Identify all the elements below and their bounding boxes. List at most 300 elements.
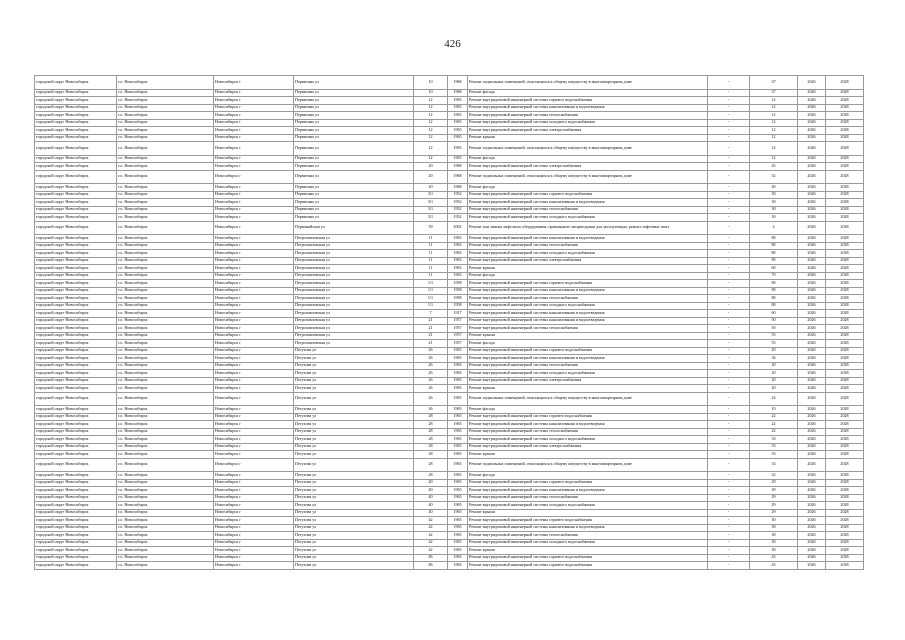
quantity-cell: 12 bbox=[750, 134, 798, 142]
end-year-cell: 2028 bbox=[826, 76, 864, 90]
table-row bbox=[35, 539, 864, 547]
city-cell: Новосибирск г bbox=[214, 155, 294, 163]
city-cell: Новосибирск г bbox=[214, 257, 294, 265]
start-year-cell: 2026 bbox=[798, 547, 826, 555]
district-cell: городской округ Новосибирск bbox=[35, 127, 117, 135]
build-year-cell: 1965 bbox=[448, 355, 468, 363]
placeholder-cell: - bbox=[708, 406, 750, 414]
municipality-cell: г.о. Новосибирск bbox=[117, 406, 214, 414]
work-type-cell: Ремонт внутридомовой инженерной системы канализования и водоотведения bbox=[468, 310, 708, 318]
city-cell: Новосибирск г bbox=[214, 385, 294, 393]
build-year-cell: 1965 bbox=[448, 385, 468, 393]
table-row bbox=[35, 377, 864, 385]
start-year-cell: 2026 bbox=[798, 295, 826, 303]
municipality-cell: г.о. Новосибирск bbox=[117, 392, 214, 406]
work-type-cell: Ремонт подвальных помещений, относящихся к общему имуществу в многоквартирном доме bbox=[468, 458, 708, 472]
build-year-cell: 1965 bbox=[448, 421, 468, 429]
end-year-cell: 2028 bbox=[826, 332, 864, 340]
placeholder-cell: - bbox=[708, 155, 750, 163]
end-year-cell: 2028 bbox=[826, 142, 864, 156]
placeholder-cell: - bbox=[708, 184, 750, 192]
district-cell: городской округ Новосибирск bbox=[35, 451, 117, 459]
house-number-cell: 12 bbox=[414, 155, 448, 163]
start-year-cell: 2026 bbox=[798, 413, 826, 421]
start-year-cell: 2026 bbox=[798, 385, 826, 393]
build-year-cell: 1965 bbox=[448, 406, 468, 414]
city-cell: Новосибирск г bbox=[214, 487, 294, 495]
municipality-cell: г.о. Новосибирск bbox=[117, 451, 214, 459]
street-cell: Первитина ул bbox=[294, 76, 414, 90]
quantity-cell: 22 bbox=[750, 413, 798, 421]
build-year-cell: 1965 bbox=[448, 119, 468, 127]
build-year-cell: 1963 bbox=[448, 257, 468, 265]
table-row bbox=[35, 89, 864, 97]
municipality-cell: г.о. Новосибирск bbox=[117, 89, 214, 97]
municipality-cell: г.о. Новосибирск bbox=[117, 532, 214, 540]
street-cell: Петухова ул bbox=[294, 494, 414, 502]
table-row bbox=[35, 265, 864, 273]
street-cell: Первомайская ул bbox=[294, 221, 414, 235]
end-year-cell: 2028 bbox=[826, 547, 864, 555]
quantity-cell: 12 bbox=[750, 155, 798, 163]
end-year-cell: 2028 bbox=[826, 443, 864, 451]
district-cell: городской округ Новосибирск bbox=[35, 214, 117, 222]
end-year-cell: 2028 bbox=[826, 272, 864, 280]
district-cell: городской округ Новосибирск bbox=[35, 235, 117, 243]
quantity-cell: 30 bbox=[750, 539, 798, 547]
work-type-cell: Ремонт подвальных помещений, относящихся к общему имуществу в многоквартирном доме bbox=[468, 392, 708, 406]
quantity-cell: 60 bbox=[750, 265, 798, 273]
end-year-cell: 2028 bbox=[826, 317, 864, 325]
start-year-cell: 2026 bbox=[798, 494, 826, 502]
municipality-cell: г.о. Новосибирск bbox=[117, 509, 214, 517]
municipality-cell: г.о. Новосибирск bbox=[117, 170, 214, 184]
city-cell: Новосибирск г bbox=[214, 472, 294, 480]
street-cell: Первитина ул bbox=[294, 199, 414, 207]
build-year-cell: 1957 bbox=[448, 325, 468, 333]
placeholder-cell: - bbox=[708, 436, 750, 444]
quantity-cell: 30 bbox=[750, 206, 798, 214]
placeholder-cell: - bbox=[708, 310, 750, 318]
table-row bbox=[35, 532, 864, 540]
placeholder-cell: - bbox=[708, 362, 750, 370]
municipality-cell: г.о. Новосибирск bbox=[117, 472, 214, 480]
build-year-cell: 1968 bbox=[448, 76, 468, 90]
municipality-cell: г.о. Новосибирск bbox=[117, 421, 214, 429]
municipality-cell: г.о. Новосибирск bbox=[117, 325, 214, 333]
placeholder-cell: - bbox=[708, 355, 750, 363]
table-row bbox=[35, 287, 864, 295]
work-type-cell: Ремонт фасада bbox=[468, 89, 708, 97]
placeholder-cell: - bbox=[708, 221, 750, 235]
house-number-cell: 28 bbox=[414, 443, 448, 451]
build-year-cell: 1963 bbox=[448, 250, 468, 258]
street-cell: Первитина ул bbox=[294, 142, 414, 156]
district-cell: городской округ Новосибирск bbox=[35, 134, 117, 142]
end-year-cell: 2028 bbox=[826, 295, 864, 303]
municipality-cell: г.о. Новосибирск bbox=[117, 539, 214, 547]
table-row bbox=[35, 392, 864, 406]
municipality-cell: г.о. Новосибирск bbox=[117, 428, 214, 436]
street-cell: Петухова ул bbox=[294, 362, 414, 370]
street-cell: Петухова ул bbox=[294, 562, 414, 570]
table-row bbox=[35, 170, 864, 184]
placeholder-cell: - bbox=[708, 340, 750, 348]
placeholder-cell: - bbox=[708, 509, 750, 517]
end-year-cell: 2028 bbox=[826, 436, 864, 444]
city-cell: Новосибирск г bbox=[214, 76, 294, 90]
build-year-cell: 1958 bbox=[448, 295, 468, 303]
city-cell: Новосибирск г bbox=[214, 310, 294, 318]
end-year-cell: 2028 bbox=[826, 413, 864, 421]
city-cell: Новосибирск г bbox=[214, 325, 294, 333]
start-year-cell: 2026 bbox=[798, 97, 826, 105]
table-row bbox=[35, 142, 864, 156]
district-cell: городской округ Новосибирск bbox=[35, 112, 117, 120]
quantity-cell: 80 bbox=[750, 287, 798, 295]
district-cell: городской округ Новосибирск bbox=[35, 155, 117, 163]
work-type-cell: Ремонт внутридомовой инженерной системы теплоснабжения bbox=[468, 295, 708, 303]
build-year-cell: 1965 bbox=[448, 562, 468, 570]
placeholder-cell: - bbox=[708, 134, 750, 142]
end-year-cell: 2028 bbox=[826, 509, 864, 517]
quantity-cell: 43 bbox=[750, 562, 798, 570]
municipality-cell: г.о. Новосибирск bbox=[117, 184, 214, 192]
end-year-cell: 2028 bbox=[826, 472, 864, 480]
work-type-cell: Ремонт внутридомовой инженерной системы теплоснабжения bbox=[468, 362, 708, 370]
municipality-cell: г.о. Новосибирск bbox=[117, 97, 214, 105]
work-type-cell: Ремонт фасада bbox=[468, 340, 708, 348]
street-cell: Петухова ул bbox=[294, 539, 414, 547]
house-number-cell: 1/1 bbox=[414, 302, 448, 310]
start-year-cell: 2026 bbox=[798, 287, 826, 295]
house-number-cell: 28 bbox=[414, 436, 448, 444]
quantity-cell: 55 bbox=[750, 332, 798, 340]
municipality-cell: г.о. Новосибирск bbox=[117, 280, 214, 288]
build-year-cell: 1965 bbox=[448, 428, 468, 436]
municipality-cell: г.о. Новосибирск bbox=[117, 494, 214, 502]
work-type-cell: Ремонт внутридомовой инженерной системы теплоснабжения bbox=[468, 532, 708, 540]
municipality-cell: г.о. Новосибирск bbox=[117, 317, 214, 325]
end-year-cell: 2028 bbox=[826, 170, 864, 184]
district-cell: городской округ Новосибирск bbox=[35, 287, 117, 295]
table-row bbox=[35, 562, 864, 570]
end-year-cell: 2028 bbox=[826, 554, 864, 562]
district-cell: городской округ Новосибирск bbox=[35, 524, 117, 532]
house-number-cell: 21 bbox=[414, 340, 448, 348]
table-row bbox=[35, 206, 864, 214]
house-number-cell: 12 bbox=[414, 142, 448, 156]
start-year-cell: 2026 bbox=[798, 458, 826, 472]
district-cell: городской округ Новосибирск bbox=[35, 509, 117, 517]
city-cell: Новосибирск г bbox=[214, 112, 294, 120]
placeholder-cell: - bbox=[708, 347, 750, 355]
page-number: 426 bbox=[444, 38, 461, 50]
end-year-cell: 2028 bbox=[826, 235, 864, 243]
district-cell: городской округ Новосибирск bbox=[35, 377, 117, 385]
house-number-cell: 28 bbox=[414, 451, 448, 459]
end-year-cell: 2028 bbox=[826, 377, 864, 385]
work-type-cell: Ремонт внутридомовой инженерной системы горячего водоснабжения bbox=[468, 97, 708, 105]
build-year-cell: 1958 bbox=[448, 280, 468, 288]
placeholder-cell: - bbox=[708, 119, 750, 127]
work-type-cell: Ремонт фасада bbox=[468, 406, 708, 414]
quantity-cell: 37 bbox=[750, 76, 798, 90]
street-cell: Первитина ул bbox=[294, 119, 414, 127]
quantity-cell: 2 bbox=[750, 221, 798, 235]
build-year-cell: 1965 bbox=[448, 413, 468, 421]
end-year-cell: 2028 bbox=[826, 524, 864, 532]
municipality-cell: г.о. Новосибирск bbox=[117, 562, 214, 570]
start-year-cell: 2026 bbox=[798, 76, 826, 90]
quantity-cell: 55 bbox=[750, 340, 798, 348]
district-cell: городской округ Новосибирск bbox=[35, 532, 117, 540]
end-year-cell: 2028 bbox=[826, 325, 864, 333]
build-year-cell: 1968 bbox=[448, 163, 468, 171]
table-row bbox=[35, 362, 864, 370]
build-year-cell: 1965 bbox=[448, 392, 468, 406]
start-year-cell: 2026 bbox=[798, 517, 826, 525]
table-row bbox=[35, 235, 864, 243]
district-cell: городской округ Новосибирск bbox=[35, 355, 117, 363]
start-year-cell: 2026 bbox=[798, 163, 826, 171]
district-cell: городской округ Новосибирск bbox=[35, 472, 117, 480]
build-year-cell: 1965 bbox=[448, 436, 468, 444]
municipality-cell: г.о. Новосибирск bbox=[117, 76, 214, 90]
quantity-cell: 20 bbox=[750, 370, 798, 378]
work-type-cell: Ремонт внутридомовой инженерной системы горячего водоснабжения bbox=[468, 280, 708, 288]
street-cell: Первитина ул bbox=[294, 170, 414, 184]
house-number-cell: 28 bbox=[414, 421, 448, 429]
quantity-cell: 30 bbox=[750, 532, 798, 540]
house-number-cell: 20 bbox=[414, 163, 448, 171]
build-year-cell: 1952 bbox=[448, 214, 468, 222]
district-cell: городской округ Новосибирск bbox=[35, 332, 117, 340]
district-cell: городской округ Новосибирск bbox=[35, 340, 117, 348]
district-cell: городской округ Новосибирск bbox=[35, 443, 117, 451]
municipality-cell: г.о. Новосибирск bbox=[117, 134, 214, 142]
start-year-cell: 2026 bbox=[798, 302, 826, 310]
municipality-cell: г.о. Новосибирск bbox=[117, 250, 214, 258]
street-cell: Первитина ул bbox=[294, 184, 414, 192]
house-number-cell: 12 bbox=[414, 104, 448, 112]
end-year-cell: 2028 bbox=[826, 494, 864, 502]
city-cell: Новосибирск г bbox=[214, 214, 294, 222]
table-row bbox=[35, 472, 864, 480]
end-year-cell: 2028 bbox=[826, 539, 864, 547]
placeholder-cell: - bbox=[708, 554, 750, 562]
build-year-cell: 2002 bbox=[448, 221, 468, 235]
work-type-cell: Ремонт внутридомовой инженерной системы теплоснабжения bbox=[468, 112, 708, 120]
municipality-cell: г.о. Новосибирск bbox=[117, 332, 214, 340]
city-cell: Новосибирск г bbox=[214, 89, 294, 97]
quantity-cell: 70 bbox=[750, 272, 798, 280]
table-row bbox=[35, 199, 864, 207]
street-cell: Петухова ул bbox=[294, 479, 414, 487]
house-number-cell: 28 bbox=[414, 458, 448, 472]
end-year-cell: 2028 bbox=[826, 458, 864, 472]
house-number-cell: 21 bbox=[414, 317, 448, 325]
quantity-cell: 45 bbox=[750, 163, 798, 171]
build-year-cell: 1965 bbox=[448, 539, 468, 547]
municipality-cell: г.о. Новосибирск bbox=[117, 272, 214, 280]
end-year-cell: 2028 bbox=[826, 517, 864, 525]
work-type-cell: Ремонт внутридомовой инженерной системы холодного водоснабжения bbox=[468, 250, 708, 258]
work-type-cell: Ремонт внутридомовой инженерной системы электроснабжения bbox=[468, 257, 708, 265]
build-year-cell: 1965 bbox=[448, 451, 468, 459]
table-row bbox=[35, 524, 864, 532]
street-cell: Петухова ул bbox=[294, 524, 414, 532]
table-row bbox=[35, 502, 864, 510]
table-row bbox=[35, 487, 864, 495]
house-number-cell: 21 bbox=[414, 325, 448, 333]
start-year-cell: 2026 bbox=[798, 332, 826, 340]
build-year-cell: 1965 bbox=[448, 377, 468, 385]
district-cell: городской округ Новосибирск bbox=[35, 487, 117, 495]
work-type-cell: Ремонт крыши bbox=[468, 547, 708, 555]
build-year-cell: 1965 bbox=[448, 547, 468, 555]
street-cell: Первитина ул bbox=[294, 127, 414, 135]
street-cell: Петропавловская ул bbox=[294, 265, 414, 273]
placeholder-cell: - bbox=[708, 163, 750, 171]
house-number-cell: 42 bbox=[414, 524, 448, 532]
city-cell: Новосибирск г bbox=[214, 554, 294, 562]
city-cell: Новосибирск г bbox=[214, 562, 294, 570]
placeholder-cell: - bbox=[708, 532, 750, 540]
house-number-cell: 11 bbox=[414, 265, 448, 273]
municipality-cell: г.о. Новосибирск bbox=[117, 413, 214, 421]
house-number-cell: 12 bbox=[414, 97, 448, 105]
build-year-cell: 1957 bbox=[448, 340, 468, 348]
municipality-cell: г.о. Новосибирск bbox=[117, 265, 214, 273]
work-type-cell: Ремонт внутридомовой инженерной системы канализования и водоотведения bbox=[468, 524, 708, 532]
municipality-cell: г.о. Новосибирск bbox=[117, 310, 214, 318]
table-row bbox=[35, 509, 864, 517]
district-cell: городской округ Новосибирск bbox=[35, 562, 117, 570]
build-year-cell: 1965 bbox=[448, 142, 468, 156]
end-year-cell: 2028 bbox=[826, 163, 864, 171]
house-number-cell: 42 bbox=[414, 547, 448, 555]
build-year-cell: 1965 bbox=[448, 370, 468, 378]
start-year-cell: 2026 bbox=[798, 155, 826, 163]
district-cell: городской округ Новосибирск bbox=[35, 104, 117, 112]
table-row bbox=[35, 421, 864, 429]
city-cell: Новосибирск г bbox=[214, 539, 294, 547]
house-number-cell: 3/1 bbox=[414, 214, 448, 222]
quantity-cell: 30 bbox=[750, 547, 798, 555]
quantity-cell: 22 bbox=[750, 428, 798, 436]
street-cell: Первитина ул bbox=[294, 191, 414, 199]
street-cell: Петропавловская ул bbox=[294, 235, 414, 243]
quantity-cell: 10 bbox=[750, 406, 798, 414]
placeholder-cell: - bbox=[708, 385, 750, 393]
start-year-cell: 2026 bbox=[798, 325, 826, 333]
work-type-cell: Ремонт внутридомовой инженерной системы холодного водоснабжения bbox=[468, 502, 708, 510]
start-year-cell: 2026 bbox=[798, 451, 826, 459]
end-year-cell: 2028 bbox=[826, 112, 864, 120]
placeholder-cell: - bbox=[708, 392, 750, 406]
table-row bbox=[35, 406, 864, 414]
city-cell: Новосибирск г bbox=[214, 377, 294, 385]
street-cell: Петухова ул bbox=[294, 458, 414, 472]
house-number-cell: 26 bbox=[414, 392, 448, 406]
table-row bbox=[35, 184, 864, 192]
city-cell: Новосибирск г bbox=[214, 436, 294, 444]
placeholder-cell: - bbox=[708, 265, 750, 273]
table-row bbox=[35, 104, 864, 112]
city-cell: Новосибирск г bbox=[214, 355, 294, 363]
placeholder-cell: - bbox=[708, 317, 750, 325]
city-cell: Новосибирск г bbox=[214, 524, 294, 532]
placeholder-cell: - bbox=[708, 97, 750, 105]
build-year-cell: 1958 bbox=[448, 302, 468, 310]
placeholder-cell: - bbox=[708, 494, 750, 502]
table-row bbox=[35, 221, 864, 235]
municipality-cell: г.о. Новосибирск bbox=[117, 112, 214, 120]
table-row bbox=[35, 214, 864, 222]
quantity-cell: 80 bbox=[750, 250, 798, 258]
quantity-cell: 33 bbox=[750, 451, 798, 459]
house-number-cell: 11 bbox=[414, 235, 448, 243]
municipality-cell: г.о. Новосибирск bbox=[117, 214, 214, 222]
placeholder-cell: - bbox=[708, 302, 750, 310]
quantity-cell: 20 bbox=[750, 377, 798, 385]
house-number-cell: 40 bbox=[414, 479, 448, 487]
municipality-cell: г.о. Новосибирск bbox=[117, 104, 214, 112]
city-cell: Новосибирск г bbox=[214, 280, 294, 288]
placeholder-cell: - bbox=[708, 76, 750, 90]
quantity-cell: 30 bbox=[750, 214, 798, 222]
placeholder-cell: - bbox=[708, 199, 750, 207]
house-number-cell: 1/1 bbox=[414, 295, 448, 303]
start-year-cell: 2026 bbox=[798, 487, 826, 495]
placeholder-cell: - bbox=[708, 428, 750, 436]
quantity-cell: 12 bbox=[750, 142, 798, 156]
work-type-cell: Ремонт крыши bbox=[468, 332, 708, 340]
placeholder-cell: - bbox=[708, 413, 750, 421]
end-year-cell: 2028 bbox=[826, 127, 864, 135]
street-cell: Петухова ул bbox=[294, 517, 414, 525]
start-year-cell: 2026 bbox=[798, 104, 826, 112]
municipality-cell: г.о. Новосибирск bbox=[117, 479, 214, 487]
municipality-cell: г.о. Новосибирск bbox=[117, 287, 214, 295]
municipality-cell: г.о. Новосибирск bbox=[117, 340, 214, 348]
end-year-cell: 2028 bbox=[826, 340, 864, 348]
build-year-cell: 1965 bbox=[448, 347, 468, 355]
placeholder-cell: - bbox=[708, 142, 750, 156]
municipality-cell: г.о. Новосибирск bbox=[117, 502, 214, 510]
work-type-cell: Ремонт внутридомовой инженерной системы холодного водоснабжения bbox=[468, 119, 708, 127]
work-type-cell: Ремонт крыши bbox=[468, 451, 708, 459]
start-year-cell: 2026 bbox=[798, 119, 826, 127]
street-cell: Петропавловская ул bbox=[294, 250, 414, 258]
table-row bbox=[35, 325, 864, 333]
quantity-cell: 33 bbox=[750, 458, 798, 472]
end-year-cell: 2028 bbox=[826, 310, 864, 318]
city-cell: Новосибирск г bbox=[214, 104, 294, 112]
end-year-cell: 2028 bbox=[826, 428, 864, 436]
start-year-cell: 2026 bbox=[798, 421, 826, 429]
table-row bbox=[35, 347, 864, 355]
table-row bbox=[35, 302, 864, 310]
table-row bbox=[35, 458, 864, 472]
house-number-cell: 12 bbox=[414, 112, 448, 120]
quantity-cell: 32 bbox=[750, 472, 798, 480]
street-cell: Петропавловская ул bbox=[294, 302, 414, 310]
table-row bbox=[35, 517, 864, 525]
table-row bbox=[35, 280, 864, 288]
house-number-cell: 20 bbox=[414, 170, 448, 184]
